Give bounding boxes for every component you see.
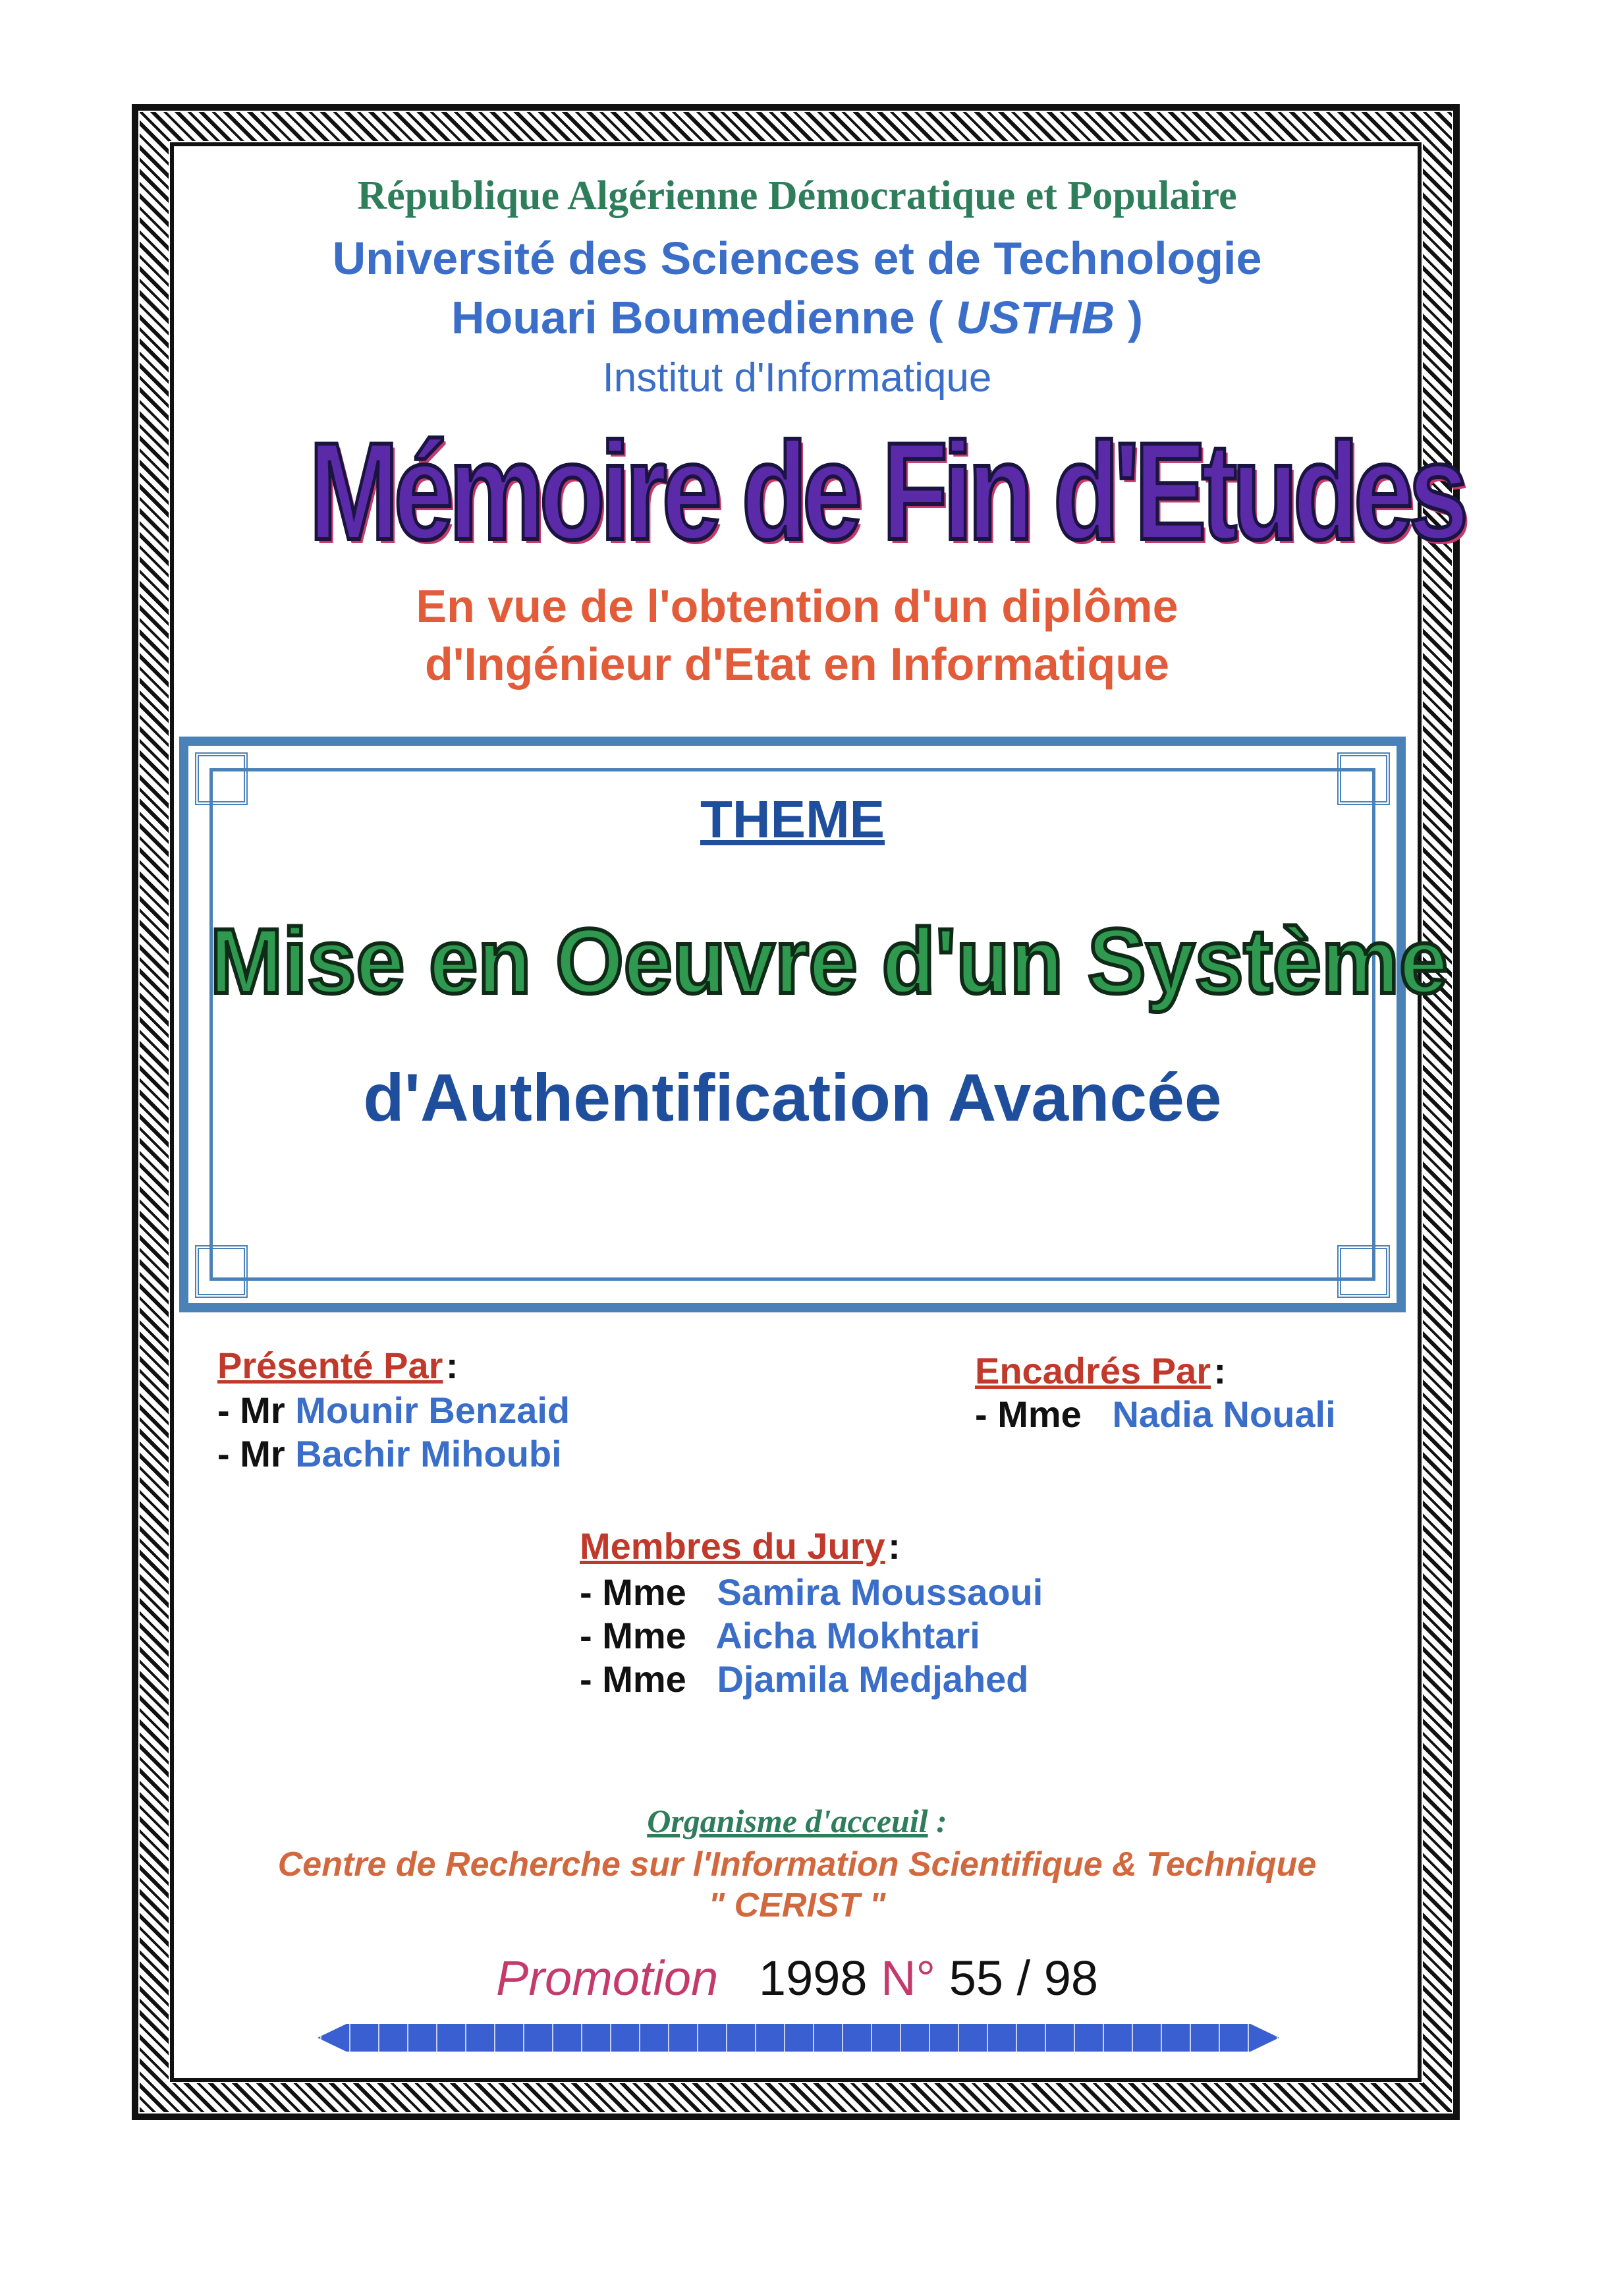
promotion-number: 55 / 98	[949, 1951, 1099, 2005]
jury-name: Djamila Medjahed	[717, 1658, 1029, 1700]
degree-line: d'Ingénieur d'Etat en Informatique	[424, 638, 1169, 690]
promotion-number-label: N°	[881, 1951, 936, 2005]
host-acronym: " CERIST "	[708, 1886, 886, 1924]
presente-label: Présenté Par	[217, 1345, 443, 1386]
encadres-colon: :	[1213, 1350, 1227, 1391]
promotion-line	[171, 1950, 1423, 2006]
promotion-year: 1998	[758, 1951, 868, 2005]
institute-name: Institut d'Informatique	[602, 355, 992, 401]
presenter-name: Bachir Mihoubi	[295, 1433, 562, 1474]
theme-title-line1: Mise en Oeuvre d'un Système	[209, 909, 1449, 1013]
organisme-heading	[171, 1802, 1423, 1840]
jury-prefix: - Mme	[580, 1615, 686, 1656]
decorative-diamond-band	[318, 2024, 1279, 2052]
presente-colon: :	[445, 1345, 458, 1386]
supervisor-prefix: - Mme	[975, 1393, 1082, 1435]
jury-row	[580, 1571, 1043, 1613]
university-name: Université des Sciences et de Technologie	[332, 233, 1262, 284]
houari-close: )	[1127, 292, 1144, 343]
encadres-label: Encadrés Par	[975, 1350, 1211, 1391]
memoire-title: Mémoire de Fin d'Etudes	[309, 414, 1464, 569]
diploma-line: En vue de l'obtention d'un diplôme	[416, 580, 1178, 632]
houari-text: Houari Boumedienne (	[451, 292, 943, 343]
presenter-row	[217, 1389, 570, 1432]
encadres-heading	[975, 1349, 1226, 1392]
presente-heading	[217, 1344, 458, 1387]
supervisor-row	[975, 1393, 1336, 1436]
corner-ornament-bl	[195, 1245, 248, 1298]
organisme-colon: :	[936, 1803, 947, 1839]
jury-colon: :	[888, 1525, 900, 1567]
presenter-prefix: - Mr	[217, 1389, 285, 1431]
promotion-label: Promotion	[495, 1951, 719, 2005]
corner-ornament-br	[1337, 1245, 1390, 1298]
jury-heading	[580, 1525, 900, 1567]
jury-name: Aicha Mokhtari	[715, 1615, 980, 1656]
jury-label: Membres du Jury	[580, 1525, 885, 1567]
jury-row	[580, 1658, 1029, 1700]
usthb-abbrev: USTHB	[956, 292, 1115, 343]
jury-prefix: - Mme	[580, 1571, 686, 1613]
theme-title-line2: d'Authentification Avancée	[363, 1060, 1222, 1135]
presenter-row	[217, 1432, 562, 1475]
presenter-name: Mounir Benzaid	[295, 1389, 570, 1431]
host-organization: Centre de Recherche sur l'Information Scientifique & Technique	[277, 1845, 1317, 1884]
organisme-label: Organisme d'acceuil	[647, 1803, 928, 1839]
jury-row	[580, 1614, 980, 1657]
jury-prefix: - Mme	[580, 1658, 686, 1700]
presenter-prefix: - Mr	[217, 1433, 285, 1474]
supervisor-name: Nadia Nouali	[1112, 1393, 1336, 1435]
republique-heading: République Algérienne Démocratique et Populaire	[357, 173, 1237, 218]
theme-label: THEME	[700, 790, 885, 849]
jury-name: Samira Moussaoui	[717, 1571, 1043, 1613]
university-subname	[171, 291, 1423, 344]
